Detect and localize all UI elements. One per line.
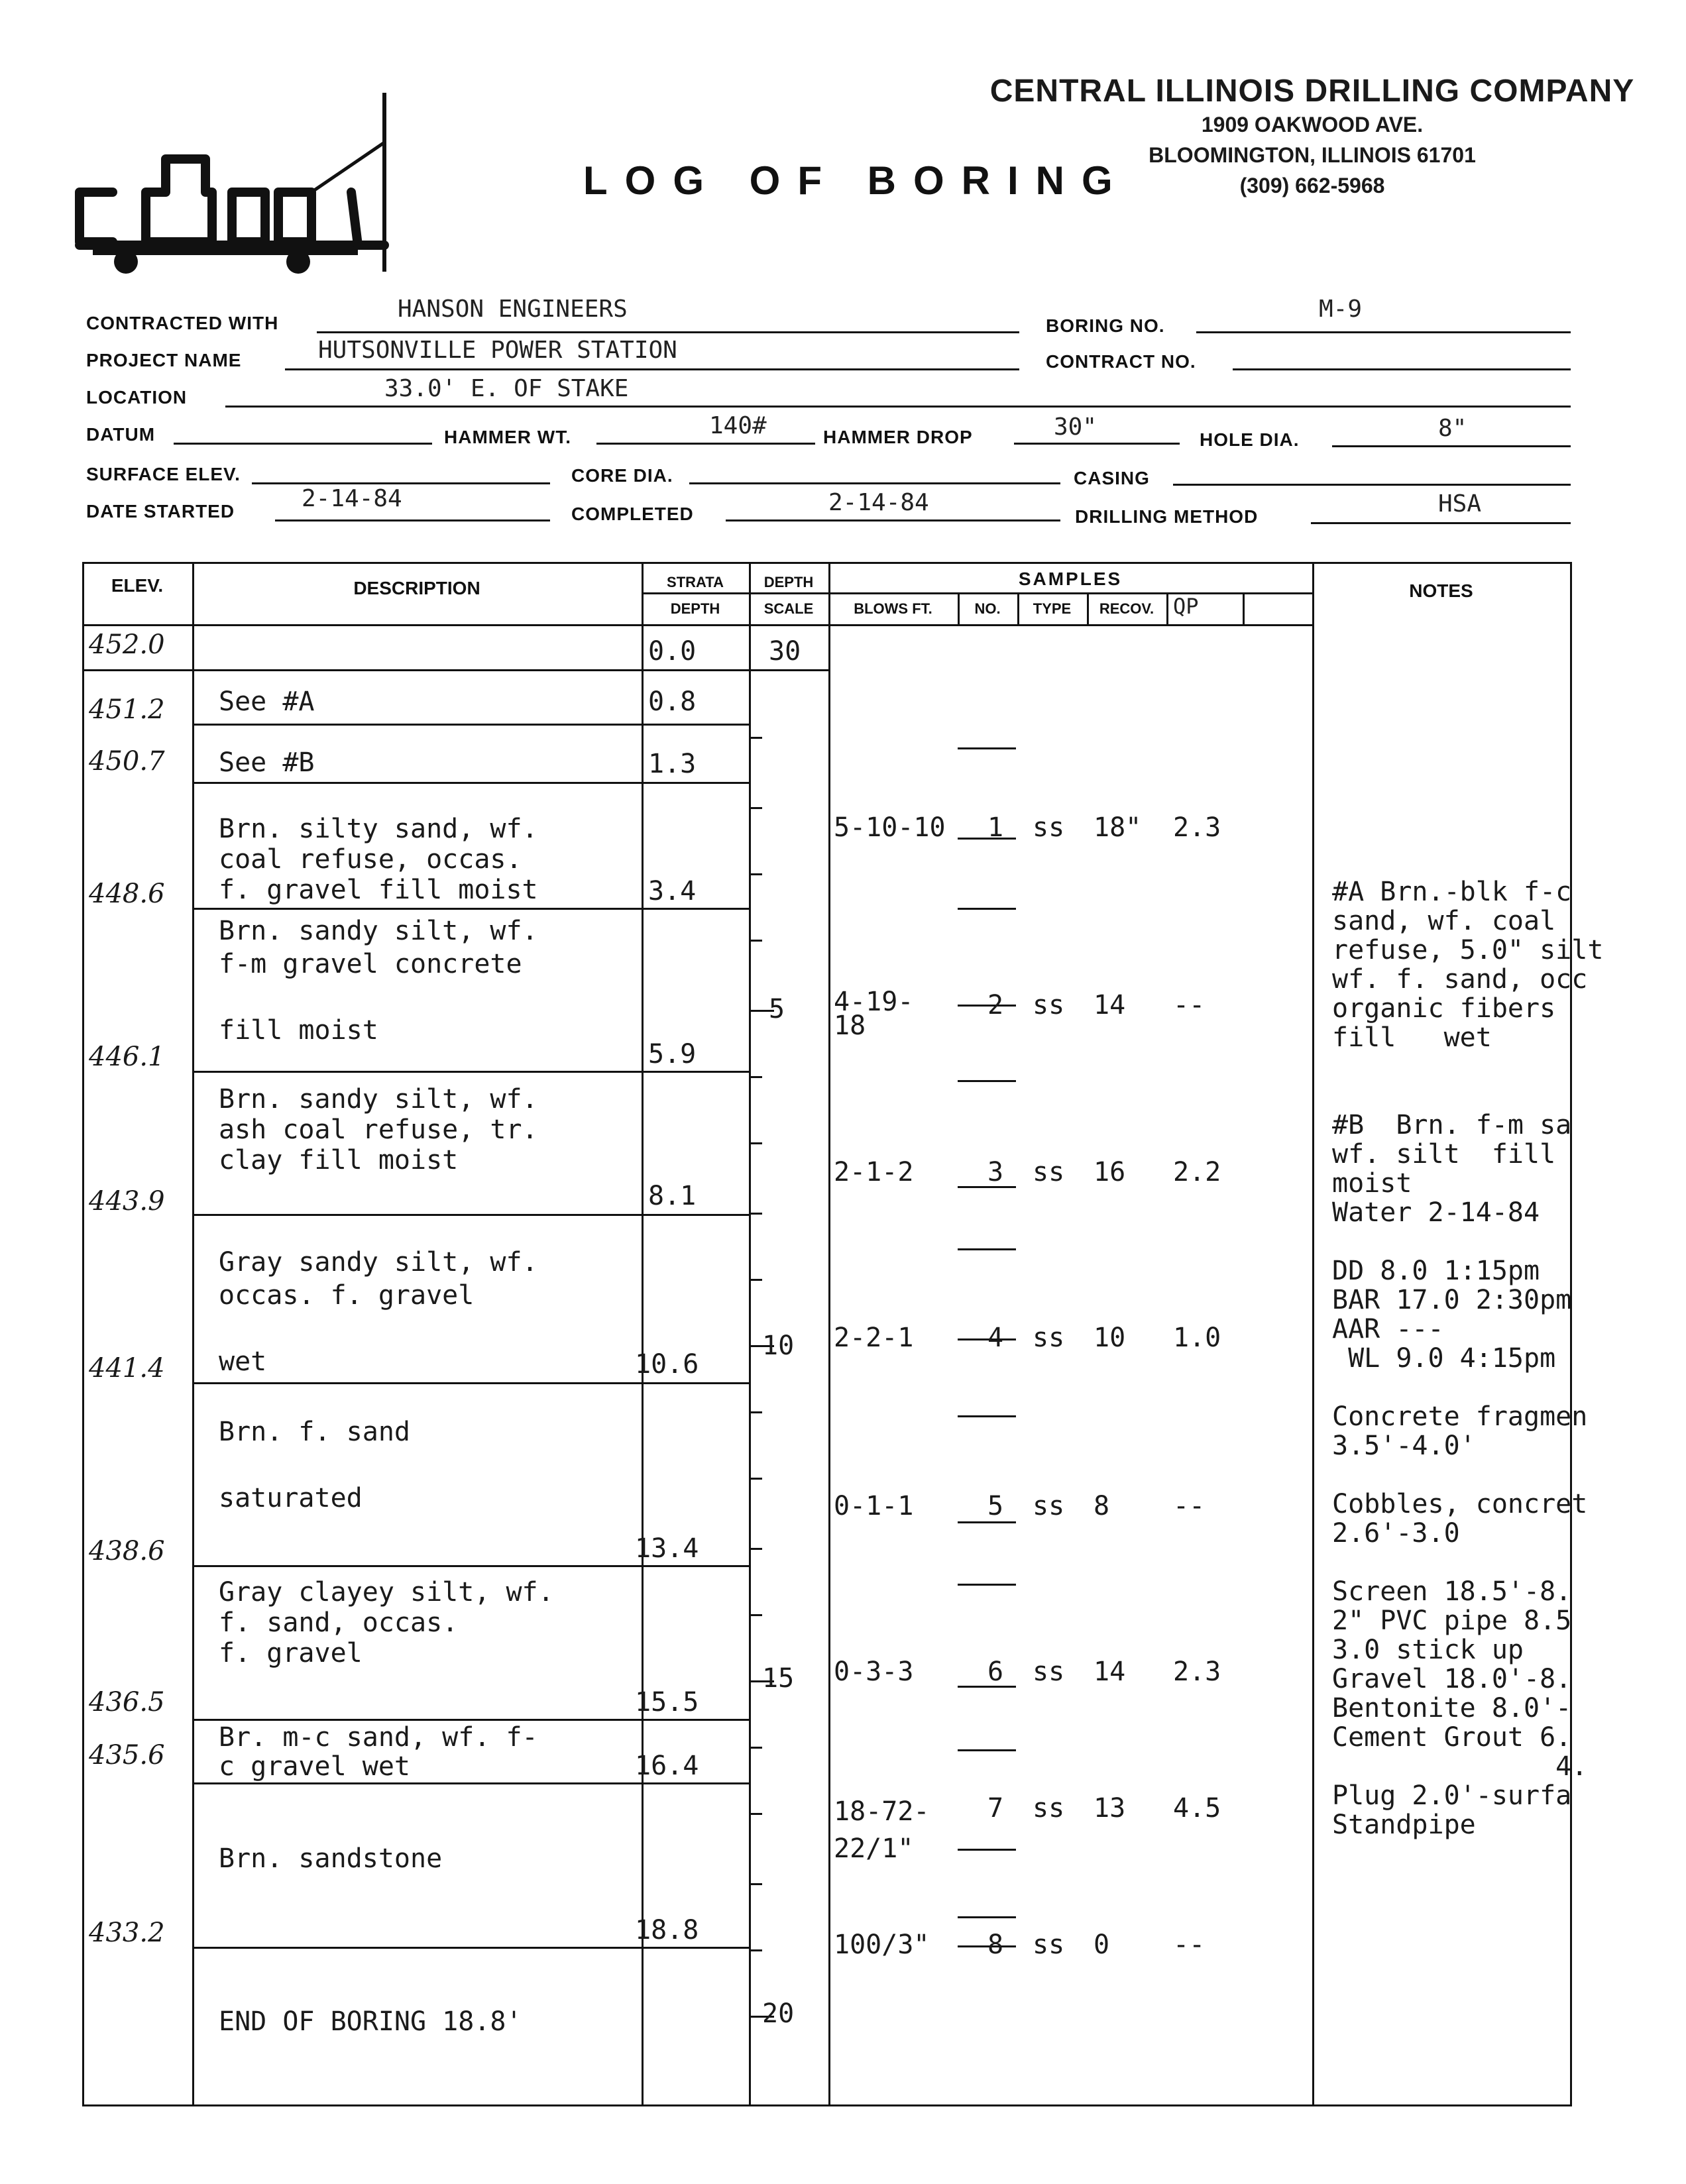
sample-blows: 18-72- 22/1" <box>834 1796 930 1864</box>
note-line: Plug 2.0'-surfa <box>1332 1780 1572 1811</box>
sample-no: 4 <box>987 1323 1004 1353</box>
strata-depth-value: 13.4 <box>635 1533 699 1564</box>
note-line: organic fibers <box>1332 993 1556 1024</box>
sample-blows: 0-1-1 <box>834 1491 914 1521</box>
hammer-wt-label: HAMMER WT. <box>444 427 571 447</box>
sample-recov: 14 <box>1094 1657 1126 1687</box>
stratum-description: Gray clayey silt, wf. f. sand, occas. f. gravel <box>219 1577 554 1668</box>
note-line: 3.5'-4.0' <box>1332 1431 1476 1461</box>
sample-no: 2 <box>987 990 1004 1020</box>
hole-dia-value: 8" <box>1438 415 1467 442</box>
core-dia-label: CORE DIA. <box>571 465 673 486</box>
note-line: 4. <box>1332 1751 1588 1782</box>
company-name: CENTRAL ILLINOIS DRILLING COMPANY <box>989 74 1635 109</box>
drilling-method-value: HSA <box>1438 490 1482 518</box>
elev-value: 441.4 <box>89 1353 165 1384</box>
strata-depth-value: 10.6 <box>635 1349 699 1380</box>
note-line <box>1332 1052 1679 1081</box>
stratum-description: Brn. f. sand saturated <box>219 1417 410 1513</box>
depth-scale-label: 15 <box>762 1663 795 1694</box>
strata-depth-value: 16.4 <box>635 1751 699 1781</box>
boring-no-value: M-9 <box>1319 296 1363 323</box>
col-blows: BLOWS FT. <box>854 600 932 617</box>
drilling-method-label: DRILLING METHOD <box>1075 506 1259 527</box>
sample-type: ss <box>1033 812 1065 843</box>
sample-blows: 2-2-1 <box>834 1323 914 1353</box>
note-line: refuse, 5.0" silt <box>1332 935 1604 965</box>
elev-value: 452.0 <box>89 629 165 660</box>
location-value: 33.0' E. OF STAKE <box>384 375 629 402</box>
strata-depth-value: 0.0 <box>648 636 697 667</box>
note-line: moist <box>1332 1168 1412 1199</box>
col-depth: DEPTH <box>763 574 814 590</box>
sample-type: ss <box>1033 1157 1065 1187</box>
sample-type: ss <box>1033 990 1065 1020</box>
depth-scale-label: 30 <box>769 636 801 667</box>
note-line: #A Brn.-blk f-c <box>1332 877 1572 907</box>
note-line: sand, wf. coal <box>1332 906 1556 936</box>
sample-recov: 16 <box>1094 1157 1126 1187</box>
stratum-description: Brn. sandstone <box>219 1843 443 1874</box>
stratum-description: Brn. sandy silt, wf. f-m gravel concrete fill moist <box>219 916 538 1046</box>
date-started-label: DATE STARTED <box>86 501 235 521</box>
stratum-description: Brn. sandy silt, wf. ash coal refuse, tr. clay fill moist <box>219 1084 538 1175</box>
project-name-value: HUTSONVILLE POWER STATION <box>318 337 677 364</box>
note-line <box>1332 1548 1679 1577</box>
sample-type: ss <box>1033 1930 1065 1960</box>
strata-depth-value: 0.8 <box>648 686 697 717</box>
hammer-drop-value: 30" <box>1054 413 1097 441</box>
note-line: AAR --- <box>1332 1314 1444 1344</box>
sample-blows: 100/3" <box>834 1930 930 1960</box>
sample-recov: 14 <box>1094 990 1126 1020</box>
elev-value: 433.2 <box>89 1918 165 1948</box>
note-line: 2" PVC pipe 8.5 <box>1332 1606 1572 1636</box>
strata-depth-value: 8.1 <box>648 1181 697 1211</box>
col-elev: ELEV. <box>111 575 164 596</box>
col-no: NO. <box>974 600 1001 617</box>
sample-blows: 2-1-2 <box>834 1157 914 1187</box>
col-strata-depth: DEPTH <box>670 600 720 617</box>
sample-type: ss <box>1033 1793 1065 1824</box>
datum-label: DATUM <box>86 424 156 445</box>
location-label: LOCATION <box>86 387 188 408</box>
col-notes: NOTES <box>1409 580 1473 601</box>
sample-qp: 2.2 <box>1173 1157 1221 1187</box>
note-line: WL 9.0 4:15pm <box>1332 1343 1556 1374</box>
stratum-description: Br. m-c sand, wf. f- c gravel wet <box>219 1722 538 1782</box>
depth-scale-label: 20 <box>762 1998 795 2029</box>
note-line: #B Brn. f-m sa <box>1332 1110 1572 1140</box>
sample-recov: 0 <box>1094 1930 1110 1960</box>
completed-label: COMPLETED <box>571 504 694 524</box>
col-samples: SAMPLES <box>1018 569 1123 589</box>
company-city: BLOOMINGTON, ILLINOIS 61701 <box>1149 143 1476 167</box>
note-line: Bentonite 8.0'- <box>1332 1693 1572 1723</box>
elev-value: 450.7 <box>89 746 165 777</box>
hammer-wt-value: 140# <box>709 412 767 439</box>
sample-no: 7 <box>987 1793 1004 1824</box>
hammer-drop-label: HAMMER DROP <box>823 427 973 447</box>
sample-recov: 13 <box>1094 1793 1126 1824</box>
sample-qp: 2.3 <box>1173 812 1221 843</box>
surface-elev-label: SURFACE ELEV. <box>86 464 241 484</box>
note-line: BAR 17.0 2:30pm <box>1332 1285 1572 1315</box>
note-line: Cobbles, concret <box>1332 1489 1588 1519</box>
elev-value: 435.6 <box>89 1740 165 1771</box>
completed-value: 2-14-84 <box>828 489 929 516</box>
sample-no: 8 <box>987 1930 1004 1960</box>
note-line: Gravel 18.0'-8. <box>1332 1664 1572 1694</box>
sample-type: ss <box>1033 1323 1065 1353</box>
sample-no: 6 <box>987 1657 1004 1687</box>
note-line <box>1332 1227 1679 1256</box>
col-recov: RECOV. <box>1099 600 1154 617</box>
company-address: 1909 OAKWOOD AVE. <box>1201 113 1424 136</box>
note-line: wf. f. sand, occ <box>1332 964 1588 995</box>
hole-dia-label: HOLE DIA. <box>1200 429 1300 450</box>
elev-value: 446.1 <box>89 1042 165 1072</box>
strata-depth-value: 5.9 <box>648 1039 697 1069</box>
sample-recov: 18" <box>1094 812 1142 843</box>
note-line: Screen 18.5'-8. <box>1332 1576 1572 1607</box>
note-line: Standpipe <box>1332 1810 1476 1840</box>
col-description: DESCRIPTION <box>353 578 480 598</box>
sample-type: ss <box>1033 1657 1065 1687</box>
note-line: 2.6'-3.0 <box>1332 1518 1460 1549</box>
contracted-with-label: CONTRACTED WITH <box>86 313 279 333</box>
sample-qp: -- <box>1173 1491 1206 1521</box>
notes-column <box>1332 877 1679 2044</box>
sample-blows: 5-10-10 <box>834 812 946 843</box>
note-line: 3.0 stick up <box>1332 1635 1524 1665</box>
casing-label: CASING <box>1074 468 1150 488</box>
col-depth-scale: SCALE <box>763 600 814 617</box>
contracted-with-value: HANSON ENGINEERS <box>398 296 628 323</box>
note-line <box>1332 1373 1679 1402</box>
note-line: fill wet <box>1332 1022 1492 1053</box>
boring-no-label: BORING NO. <box>1046 315 1165 336</box>
col-strata: STRATA <box>667 574 724 590</box>
stratum-description: Brn. silty sand, wf. coal refuse, occas. f. gravel fill moist <box>219 814 538 905</box>
depth-scale-label: 10 <box>762 1331 795 1361</box>
note-line: Cement Grout 6. <box>1332 1722 1572 1753</box>
elev-value: 448.6 <box>89 879 165 909</box>
note-line <box>1332 1460 1679 1490</box>
company-phone: (309) 662-5968 <box>1239 174 1385 197</box>
stratum-description: See #B <box>219 747 315 778</box>
sample-qp: 4.5 <box>1173 1793 1221 1824</box>
date-started-value: 2-14-84 <box>302 485 402 512</box>
note-line <box>1332 1081 1679 1111</box>
sample-qp: 2.3 <box>1173 1657 1221 1687</box>
depth-scale-label: 5 <box>769 994 785 1024</box>
stratum-description: Gray sandy silt, wf. occas. f. gravel wet <box>219 1247 538 1377</box>
sample-no: 1 <box>987 812 1004 843</box>
contract-no-label: CONTRACT NO. <box>1046 351 1196 372</box>
strata-depth-value: 1.3 <box>648 749 697 779</box>
col-qp: QP <box>1173 594 1199 619</box>
project-name-label: PROJECT NAME <box>86 350 242 370</box>
strata-depth-value: 15.5 <box>635 1687 699 1718</box>
page-title: LOG OF BORING <box>583 158 1130 203</box>
sample-blows: 0-3-3 <box>834 1657 914 1687</box>
note-line: Water 2-14-84 <box>1332 1197 1540 1228</box>
sample-recov: 10 <box>1094 1323 1126 1353</box>
strata-depth-value: 3.4 <box>648 876 697 906</box>
stratum-description: See #A <box>219 686 315 717</box>
sample-qp: 1.0 <box>1173 1323 1221 1353</box>
sample-no: 5 <box>987 1491 1004 1521</box>
elev-value: 451.2 <box>89 694 165 725</box>
note-line: wf. silt fill <box>1332 1139 1556 1170</box>
col-type: TYPE <box>1033 600 1072 617</box>
sample-qp: -- <box>1173 990 1206 1020</box>
note-line: Concrete fragmen <box>1332 1401 1588 1432</box>
elev-value: 438.6 <box>89 1536 165 1566</box>
elev-value: 443.9 <box>89 1186 165 1217</box>
sample-type: ss <box>1033 1491 1065 1521</box>
sample-no: 3 <box>987 1157 1004 1187</box>
strata-depth-value: 18.8 <box>635 1915 699 1945</box>
end-of-boring: END OF BORING 18.8' <box>219 2006 522 2037</box>
sample-qp: -- <box>1173 1930 1206 1960</box>
elev-value: 436.5 <box>89 1687 165 1718</box>
note-line: DD 8.0 1:15pm <box>1332 1256 1540 1286</box>
sample-blows: 4-19- 18 <box>834 987 914 1041</box>
sample-recov: 8 <box>1094 1491 1110 1521</box>
